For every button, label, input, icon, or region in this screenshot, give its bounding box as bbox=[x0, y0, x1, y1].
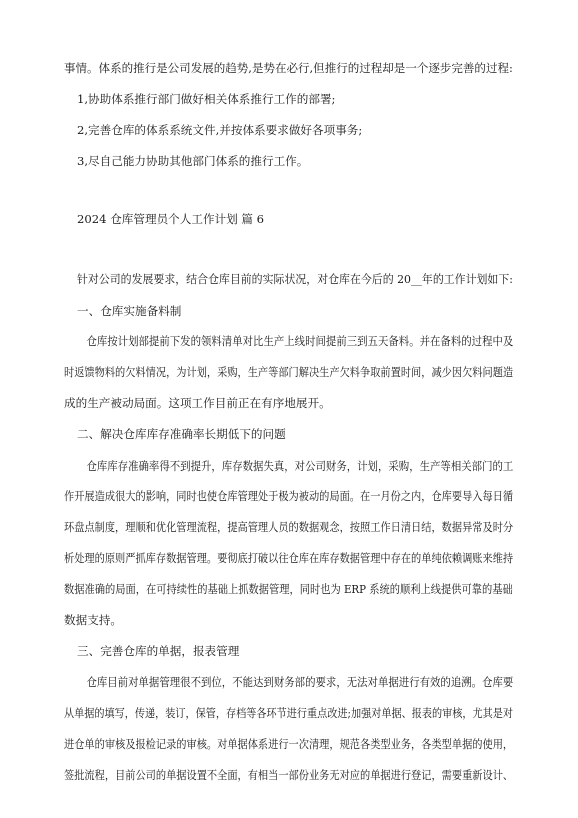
para-2-line-6: 数据支持。 bbox=[64, 613, 122, 627]
para-2-line-4: 析处理的原则严抓库存数据管理。要彻底打破以往仓库在库存数据管理中存在的单纯依赖调账来维持 bbox=[64, 551, 514, 565]
heading-3: 三、完善仓库的单据，报表管理 bbox=[77, 644, 240, 658]
list-item-1: 1,协助体系推行部门做好相关体系推行工作的部署; bbox=[77, 92, 336, 106]
para-2-line-5: 数据准确的局面，在可持续性的基础上抓数据管理，同时也为 ERP 系统的顺利上线提供可靠的基础 bbox=[64, 582, 513, 596]
para-1-line-1: 仓库按计划部提前下发的领料清单对比生产上线时间提前三到五天备料。并在备料的过程中及 bbox=[86, 334, 514, 348]
para-1-line-3: 成的生产被动局面。这项工作目前正在有序地展开。 bbox=[64, 396, 331, 410]
section-title: 2024 仓库管理员个人工作计划 篇 6 bbox=[77, 212, 265, 226]
para-3-line-1: 仓库目前对单据管理很不到位，不能达到财务部的要求，无法对单据进行有效的追溯。仓库要 bbox=[86, 675, 514, 689]
intro-line: 事情。体系的推行是公司发展的趋势,是势在必行,但推行的过程却是一个逐步完善的过程: bbox=[64, 61, 513, 75]
para-2-line-2: 作开展造成很大的影响，同时也使仓库管理处于极为被动的局面。在一月份之内，仓库要导入每日循 bbox=[64, 489, 514, 503]
list-item-3: 3,尽自己能力协助其他部门体系的推行工作。 bbox=[77, 154, 309, 168]
para-2-line-1: 仓库库存准确率得不到提升，库存数据失真，对公司财务，计划，采购，生产等相关部门的工 bbox=[86, 459, 514, 473]
heading-1: 一、仓库实施备料制 bbox=[77, 304, 182, 318]
heading-2: 二、解决仓库库存准确率长期低下的问题 bbox=[77, 427, 286, 441]
para-3-line-3: 进仓单的审核及报检记录的审核。对单据体系进行一次清理，规范各类型业务，各类型单据的使用， bbox=[64, 737, 514, 751]
para-3-line-4: 签批流程，目前公司的单据设置不全面，有相当一部份业务无对应的单据进行登记，需要重新设计、 bbox=[64, 768, 514, 782]
para-2-line-3: 环盘点制度，理顺和优化管理流程，提高管理人员的数据观念，按照工作日清日结，数据异常及时分 bbox=[64, 520, 514, 534]
opening-paragraph: 针对公司的发展要求，结合仓库目前的实际状况，对仓库在今后的 20__年的工作计划如下: bbox=[77, 272, 513, 286]
list-item-2: 2,完善仓库的体系系统文件,并按体系要求做好各项事务; bbox=[77, 123, 363, 137]
para-3-line-2: 从单据的填写，传递，装订，保管，存档等各环节进行重点改进;加强对单据、报表的审核，尤其是对 bbox=[64, 706, 514, 720]
para-1-line-2: 时返馈物料的欠料情况，为计划，采购，生产等部门解决生产欠料争取前置时间，减少因欠料问题造 bbox=[64, 365, 514, 379]
